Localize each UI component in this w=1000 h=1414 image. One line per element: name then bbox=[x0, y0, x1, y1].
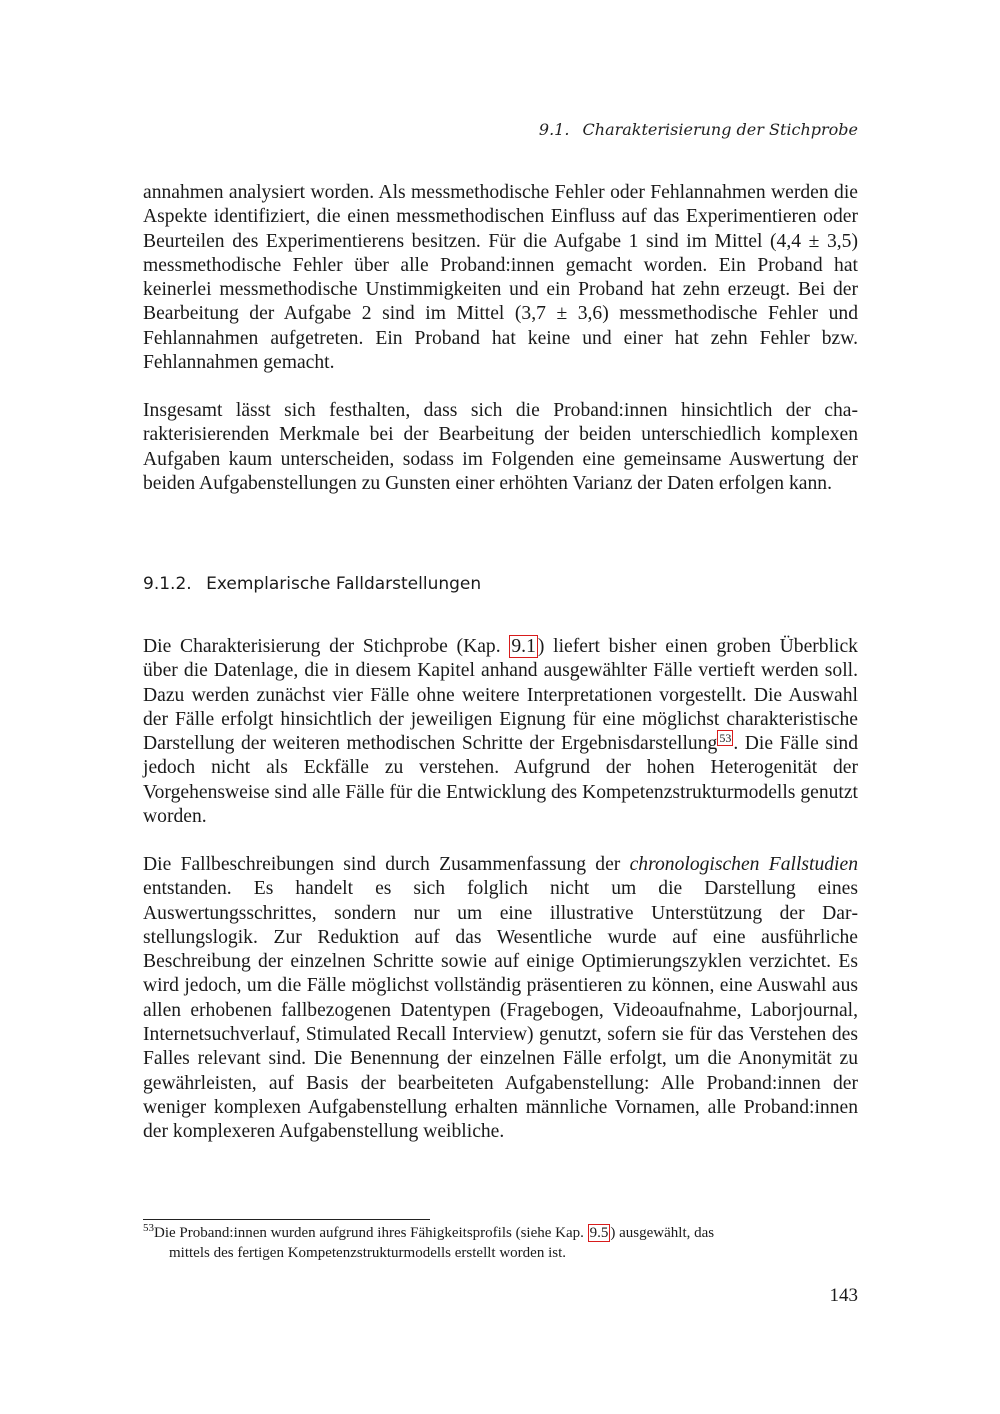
paragraph-3 bbox=[143, 635, 858, 829]
paragraph-4-emphasis: chronologischen Fallstudien bbox=[629, 854, 858, 875]
page-number: 143 bbox=[829, 1285, 858, 1306]
footnote-text-a: Die Proband:innen wurden aufgrund ihres Fähigkeitsprofils (siehe Kap. bbox=[154, 1225, 588, 1241]
footnote-reference-link[interactable]: 53 bbox=[719, 730, 732, 745]
section-title: Exemplarische Falldarstellungen bbox=[206, 574, 482, 594]
paragraph-3-text-b: ) liefert bisher einen groben Überblick über die Datenlage, die in diesem Kapitel anhand ausgewählter Fälle vertieft werden soll. Dazu werden zunächst vier Fälle ohne weitere Interpretationen vorgestellt. Die Auswahl der Fälle erfolgt hinsichtlich der jeweiligen Eignung für eine möglichst charakteristische Darstellung der weiteren methodischen Schritte der Ergebnisdarstellung bbox=[143, 636, 858, 755]
footnote-label: 53 bbox=[143, 1222, 154, 1234]
footnote-chapter-link[interactable]: 9.5 bbox=[589, 1225, 609, 1241]
running-head bbox=[539, 120, 858, 139]
section-number: 9.1.2. bbox=[143, 574, 192, 594]
footnote-text-b: ) ausgewählt, das bbox=[610, 1225, 715, 1241]
running-head-title: Charakterisierung der Stichprobe bbox=[582, 120, 858, 139]
footnote-divider bbox=[143, 1219, 430, 1220]
paragraph-3-text-c: . Die Fälle sind jedoch nicht als Eckfälle zu verstehen. Aufgrund der hohen Heterogenität der Vorgehensweise sind alle Fälle für die Entwicklung des Kompetenzstrukturmodells genutzt worden. bbox=[143, 733, 859, 828]
footnote bbox=[143, 1223, 858, 1263]
running-head-number: 9.1. bbox=[538, 120, 570, 139]
paragraph-2: Insgesamt lässt sich festhalten, dass sich die Proband:innen hinsichtlich der charakterisierenden Merkmale bei der Bearbeitung der beiden unterschiedlich komplexen Aufgaben kaum unterscheiden, sodass im Folgenden eine gemeinsame Auswertung der beiden Aufgabenstellungen zu Gunsten einer erhöhten Varianz der Daten erfolgen kann. bbox=[143, 400, 858, 494]
paragraph-3-text-a: Die Charakterisierung der Stichprobe (Kap. bbox=[143, 636, 510, 657]
chapter-reference-link[interactable]: 9.1 bbox=[511, 636, 536, 657]
paragraph-4 bbox=[143, 853, 858, 1145]
paragraph-4-text-b: entstanden. Es handelt es sich folglich nicht um die Darstellung eines Auswertungsschrittes, sondern nur um eine illustrative Unterstützung der Darstellungslogik. Zur Reduktion auf das Wesentliche wurde auf eine ausführliche Beschreibung der einzelnen Schritte sowie auf einige Optimierungszyklen verzichtet. Es wird jedoch, um die Fälle möglichst vollständig präsentieren zu können, eine Auswahl aus allen erhobenen fallbezogenen Datentypen (Fragebogen, Videoaufnahme, Laborjournal, Internetsuchverlauf, Stimulated Recall Interview) genutzt, sofern sie für das Verstehen des Falles relevant sind. Die Benennung der einzelnen Fälle erfolgt, um die Anonymität zu gewährleisten, auf Basis der bearbeiteten Aufgabenstellung: Alle Proband:innen der weniger komplexen Aufgabenstellung erhalten männliche Vornamen, alle Proband:innen der komplexeren Aufgabenstellung weibliche. bbox=[143, 878, 858, 1143]
document-page bbox=[143, 0, 858, 1414]
paragraph-1: annahmen analysiert worden. Als messmethodische Fehler oder Fehlannahmen werden die Aspekte identifiziert, die einen messmethodischen Einfluss auf das Experimentieren oder Beurteilen des Experimentierens besitzen. Für die Aufgabe 1 sind im Mittel (4,4 ± 3,5) messmethodische Fehler über alle Proband:innen gemacht worden. Ein Proband hat keinerlei messmethodische Unstimmigkeiten und ein Proband hat zehn erzeugt. Bei der Bearbeitung der Aufgabe 2 sind im Mittel (3,7 ± 3,6) messmethodische Fehler und Fehlannahmen aufgetreten. Ein Proband hat keine und einer hat zehn Fehler bzw. Fehlannahmen gemacht. bbox=[143, 182, 858, 374]
section-heading bbox=[143, 574, 481, 594]
paragraph-4-text-a: Die Fallbeschreibungen sind durch Zusammenfassung der bbox=[143, 854, 630, 875]
footnote-text-c: mittels des fertigen Kompetenzstrukturmodells erstellt worden ist. bbox=[169, 1245, 566, 1261]
